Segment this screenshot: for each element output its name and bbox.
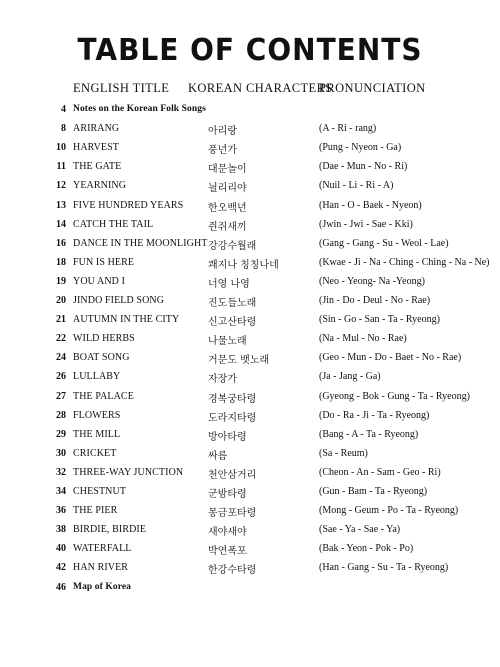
korean-title: 쥔쥐새끼 — [208, 221, 247, 233]
page-number: 16 — [56, 237, 66, 249]
korean-title: 아리랑 — [208, 126, 237, 138]
toc-row[interactable] — [0, 101, 500, 121]
page-number: 36 — [56, 505, 66, 517]
korean-title: 늴리리야 — [208, 183, 247, 195]
english-title: ARIRANG — [73, 123, 120, 135]
page-number: 46 — [56, 581, 66, 593]
pronunciation: (Bak - Yeon - Pok - Po) — [319, 543, 414, 555]
english-title: YOU AND I — [73, 275, 126, 287]
korean-title: 나물노래 — [208, 336, 247, 348]
toc-row[interactable] — [0, 197, 500, 217]
korean-title: 대문놀이 — [208, 164, 247, 176]
pronunciation: (Gang - Gang - Su - Weol - Lae) — [319, 237, 449, 249]
page-number: 27 — [56, 390, 66, 402]
toc-row[interactable] — [0, 521, 500, 541]
korean-title: 한오백년 — [208, 202, 247, 214]
pronunciation: (Han - Gang - Su - Ta - Ryeong) — [319, 562, 449, 574]
korean-title: 진도들노래 — [208, 298, 257, 309]
english-title: HARVEST — [73, 142, 120, 154]
pronunciation: (Cheon - An - Sam - Geo - Ri) — [319, 466, 441, 478]
toc-row[interactable] — [0, 177, 500, 197]
pronunciation: (Jin - Do - Deul - No - Rae) — [319, 295, 431, 306]
pronunciation-header: PRONUNCIATION — [319, 81, 426, 95]
english-title: Notes on the Korean Folk Songs — [73, 104, 206, 114]
toc-row[interactable] — [0, 330, 500, 350]
toc-row[interactable] — [0, 502, 500, 522]
english-title: JINDO FIELD SONG — [73, 295, 165, 306]
korean-title: 거문도 뱃노래 — [208, 355, 270, 367]
english-title: AUTUMN IN THE CITY — [73, 314, 180, 326]
english-title: Map of Korea — [73, 581, 132, 592]
korean-title: 새야새야 — [208, 527, 247, 539]
korean-title: 몽금포타령 — [208, 508, 257, 520]
page-number: 22 — [56, 333, 66, 345]
korean-title: 방아타령 — [208, 431, 247, 443]
page-number: 40 — [56, 543, 66, 555]
toc-row[interactable] — [0, 407, 500, 427]
toc-row[interactable] — [0, 216, 500, 236]
english-title: FLOWERS — [73, 409, 121, 421]
pronunciation: (Jwin - Jwi - Sae - Kki) — [319, 218, 413, 230]
english-title: THREE-WAY JUNCTION — [73, 466, 184, 478]
korean-title: 한강수타령 — [208, 565, 257, 577]
toc-row[interactable] — [0, 158, 500, 178]
page-number: 29 — [56, 428, 66, 440]
korean-title: 쾌지나 칭칭나네 — [208, 259, 279, 271]
page-number: 30 — [56, 447, 66, 459]
english-title: BOAT SONG — [73, 352, 130, 364]
korean-title: 자장가 — [208, 374, 237, 386]
korean-title: 박연폭포 — [208, 546, 247, 558]
korean-title: 싸름 — [208, 450, 228, 462]
toc-row[interactable] — [0, 540, 500, 560]
page-number: 34 — [56, 486, 66, 497]
page-number: 38 — [56, 524, 66, 536]
toc-row[interactable] — [0, 464, 500, 484]
korean-title: 신고산타령 — [208, 317, 257, 329]
english-title: THE PIER — [73, 505, 118, 517]
korean-title: 천안삼거리 — [208, 469, 257, 481]
english-title: FIVE HUNDRED YEARS — [73, 199, 184, 211]
english-title: THE PALACE — [73, 390, 134, 402]
toc-row[interactable] — [0, 388, 500, 408]
korean-title: 너영 나영 — [208, 278, 250, 290]
pronunciation: (Do - Ra - Ji - Ta - Ryeong) — [319, 409, 430, 421]
pronunciation: (Mong - Geum - Po - Ta - Ryeong) — [319, 505, 459, 517]
page-number: 14 — [56, 218, 66, 230]
toc-row[interactable] — [0, 235, 500, 255]
toc-row[interactable] — [0, 368, 500, 388]
pronunciation: (Na - Mul - No - Rae) — [319, 333, 407, 345]
english-title: DANCE IN THE MOONLIGHT — [73, 237, 208, 249]
toc-row[interactable] — [0, 273, 500, 293]
toc-row[interactable] — [0, 311, 500, 331]
english-title: FUN IS HERE — [73, 256, 135, 268]
english-title: YEARNING — [73, 180, 127, 192]
korean-title: 강강수월래 — [208, 240, 257, 252]
toc-row[interactable] — [0, 579, 500, 599]
page-number: 11 — [56, 161, 66, 173]
pronunciation: (Dae - Mun - No - Ri) — [319, 161, 408, 173]
english-title: BIRDIE, BIRDIE — [73, 524, 147, 536]
english-title: HAN RIVER — [73, 562, 129, 574]
korean-characters-header: KOREAN CHARACTERS — [188, 81, 333, 95]
page-number: 18 — [56, 256, 66, 268]
pronunciation: (Pung - Nyeon - Ga) — [319, 142, 402, 154]
page-number: 19 — [56, 275, 66, 287]
english-title: WILD HERBS — [73, 333, 135, 345]
page-number: 4 — [61, 104, 66, 115]
page-number: 24 — [56, 352, 66, 364]
toc-row[interactable] — [0, 445, 500, 465]
page-number: 20 — [56, 295, 66, 306]
toc-row[interactable] — [0, 139, 500, 159]
toc-row[interactable] — [0, 349, 500, 369]
english-title: LULLABY — [73, 371, 121, 383]
page-number: 8 — [61, 123, 66, 135]
toc-row[interactable] — [0, 426, 500, 446]
pronunciation: (Neo - Yeong- Na -Yeong) — [319, 275, 425, 287]
pronunciation: (Sae - Ya - Sae - Ya) — [319, 524, 401, 536]
page-number: 10 — [56, 142, 66, 154]
korean-title: 도라지타령 — [208, 412, 257, 424]
pronunciation: (Bang - A - Ta - Ryeong) — [319, 428, 419, 440]
page-number: 21 — [56, 314, 66, 326]
pronunciation: (A - Ri - rang) — [319, 123, 377, 135]
english-title: WATERFALL — [73, 543, 132, 555]
page-title: TABLE OF CONTENTS — [77, 31, 423, 68]
page-number: 13 — [56, 199, 66, 211]
pronunciation: (Han - O - Baek - Nyeon) — [319, 199, 422, 211]
pronunciation: (Ja - Jang - Ga) — [319, 371, 381, 383]
english-title: THE GATE — [73, 161, 122, 173]
pronunciation: (Geo - Mun - Do - Baet - No - Rae) — [319, 352, 462, 364]
toc-row[interactable] — [0, 559, 500, 579]
pronunciation: (Kwae - Ji - Na - Ching - Ching - Na - Ne) — [319, 256, 490, 268]
page-number: 42 — [56, 562, 66, 574]
english-title: CATCH THE TAIL — [73, 218, 154, 230]
pronunciation: (Gun - Bam - Ta - Ryeong) — [319, 486, 428, 497]
english-title: CHESTNUT — [73, 486, 127, 497]
pronunciation: (Nuil - Li - Ri - A) — [319, 180, 394, 192]
pronunciation: (Sa - Reum) — [319, 447, 368, 459]
page-number: 26 — [56, 371, 66, 383]
toc-row[interactable] — [0, 120, 500, 140]
toc-row[interactable] — [0, 254, 500, 274]
page-number: 28 — [56, 409, 66, 421]
korean-title: 군밤타령 — [208, 489, 247, 500]
english-title: THE MILL — [73, 428, 121, 440]
page-number: 32 — [56, 466, 66, 478]
korean-title: 풍년가 — [208, 145, 237, 157]
korean-title: 경복궁타령 — [208, 393, 257, 405]
page-number: 12 — [56, 180, 66, 192]
pronunciation: (Sin - Go - San - Ta - Ryeong) — [319, 314, 440, 326]
toc-row[interactable] — [0, 483, 500, 503]
english-title: CRICKET — [73, 447, 117, 459]
pronunciation: (Gyeong - Bok - Gung - Ta - Ryeong) — [319, 390, 470, 402]
toc-row[interactable] — [0, 292, 500, 312]
english-title-header: ENGLISH TITLE — [73, 81, 170, 95]
